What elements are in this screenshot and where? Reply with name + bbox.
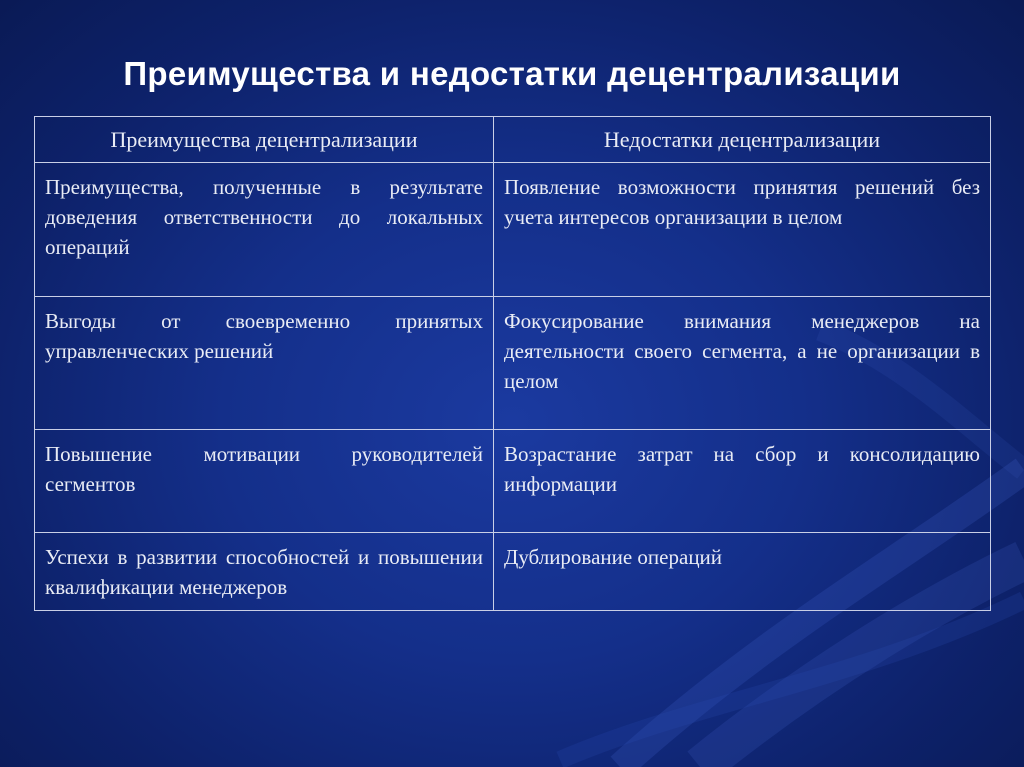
header-advantages: Преимущества децентрализации bbox=[35, 117, 494, 163]
slide-title: Преимущества и недостатки децентрализации bbox=[123, 55, 901, 92]
table-row bbox=[35, 163, 991, 297]
table-row bbox=[35, 297, 991, 430]
advantage-cell: Успехи в развитии способностей и повышении квалификации менеджеров bbox=[35, 533, 494, 611]
disadvantage-cell: Фокусирование внимания менеджеров на деятельности своего сегмента, а не организации в целом bbox=[494, 297, 991, 430]
advantage-cell: Повышение мотивации руководителей сегментов bbox=[35, 430, 494, 533]
table-row bbox=[35, 430, 991, 533]
disadvantage-cell: Возрастание затрат на сбор и консолидацию информации bbox=[494, 430, 991, 533]
advantage-cell: Выгоды от своевременно принятых управленческих решений bbox=[35, 297, 494, 430]
header-disadvantages: Недостатки децентрализации bbox=[494, 117, 991, 163]
disadvantage-cell: Появление возможности принятия решений без учета интересов организации в целом bbox=[494, 163, 991, 297]
table-row bbox=[35, 533, 991, 611]
comparison-table bbox=[34, 116, 991, 611]
disadvantage-cell: Дублирование операций bbox=[494, 533, 991, 611]
table-header-row bbox=[35, 117, 991, 163]
advantage-cell: Преимущества, полученные в результате доведения ответственности до локальных операций bbox=[35, 163, 494, 297]
